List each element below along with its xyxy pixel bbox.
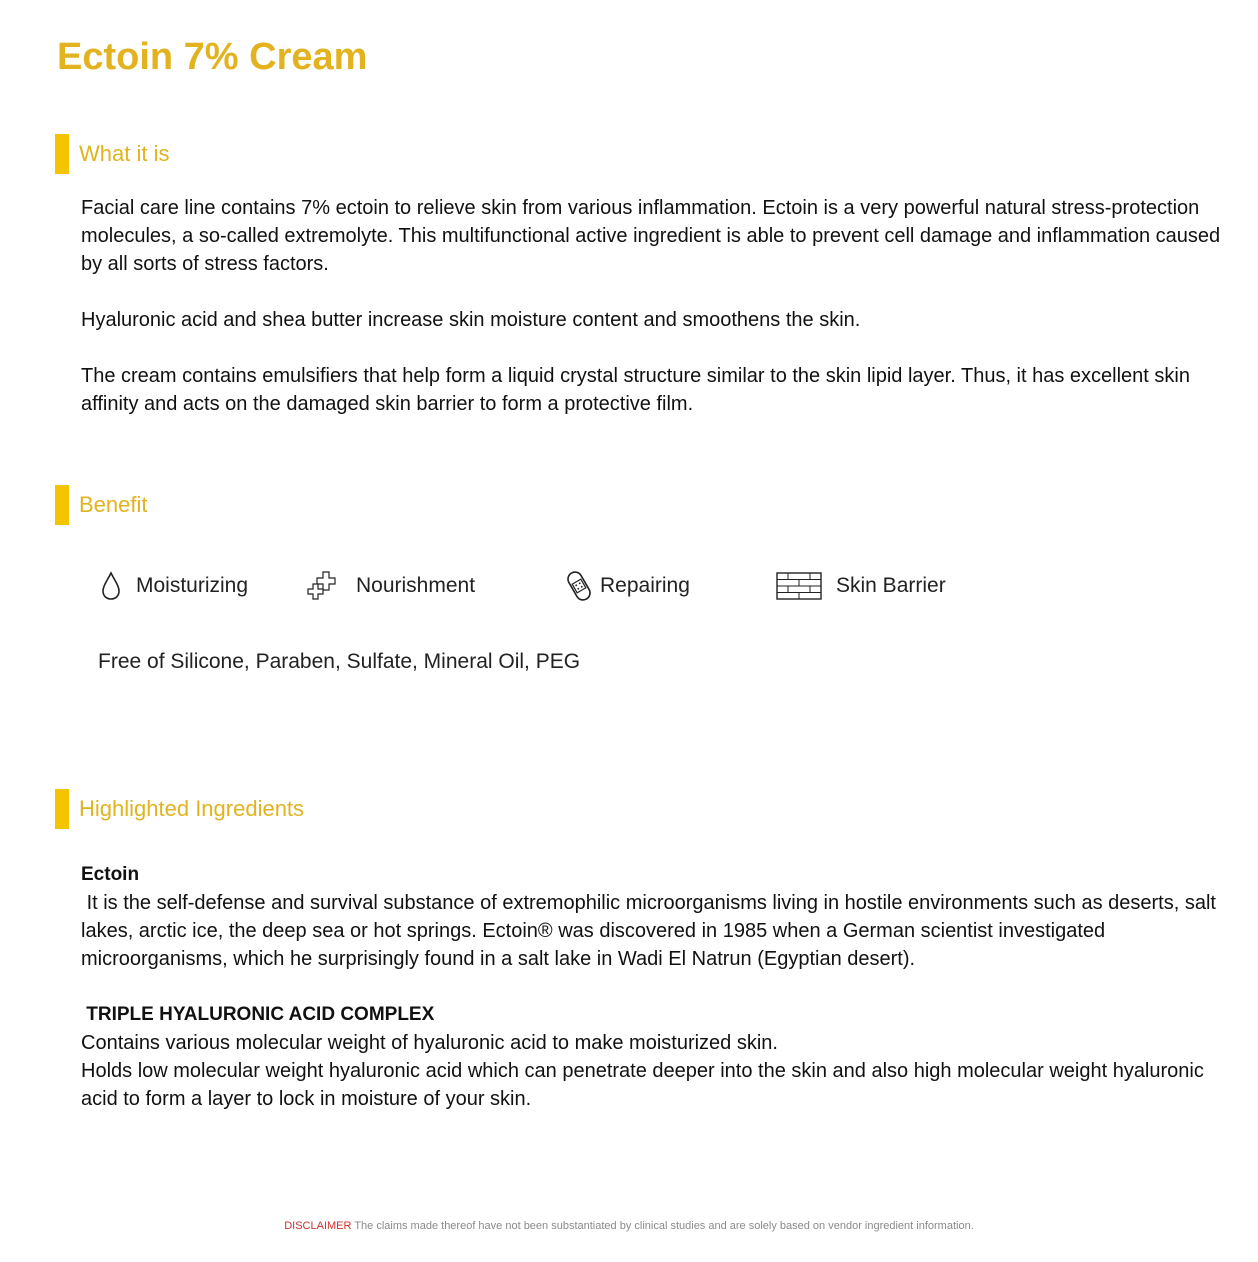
ingredient-description-line-1: Contains various molecular weight of hyaluronic acid to make moisturized skin. [81, 1032, 778, 1054]
section-accent-bar [55, 789, 69, 829]
page-title: Ectoin 7% Cream [57, 36, 368, 78]
benefit-moisturizing [100, 566, 248, 606]
water-drop-icon [100, 571, 122, 601]
section-header-ingredients [55, 789, 304, 829]
benefit-repairing [566, 566, 690, 606]
what-it-is-paragraph-3: The cream contains emulsifiers that help form a liquid crystal structure similar to the skin lipid layer. Thus, it has excellent skin affinity and acts on the damaged skin barrier to form a protective film. [81, 365, 1190, 415]
benefit-label: Moisturizing [136, 574, 249, 597]
ingredient-name-triple-hyaluronic: TRIPLE HYALURONIC ACID COMPLEX [81, 1004, 435, 1025]
disclaimer-label: DISCLAIMER [284, 1220, 352, 1232]
plus-crosses-icon [306, 569, 342, 603]
benefit-label: Repairing [600, 574, 690, 597]
section-accent-bar [55, 485, 69, 525]
benefit-skin-barrier [776, 566, 946, 606]
section-title: Highlighted Ingredients [79, 796, 305, 821]
ingredient-description-ectoin: It is the self-defense and survival substance of extremophilic microorganisms living in hostile environments such as deserts, salt lakes, arctic ice, the deep sea or hot springs. Ectoin® was discovered in 1985 when a German scientist investigated microorganisms, which he surprisingly found in a salt lake in Wadi El Natrun (Egyptian desert). [81, 892, 1222, 970]
what-it-is-paragraph-2: Hyaluronic acid and shea butter increase skin moisture content and smoothens the skin. [81, 309, 861, 331]
what-it-is-paragraph-1: Facial care line contains 7% ectoin to relieve skin from various inflammation. Ectoin is a very powerful natural stress-protection molecules, a so-called extremolyte. This multifunctional active ingredient is able to prevent cell damage and inflammation caused by all sorts of stress factors. [81, 197, 1221, 275]
bandage-icon [566, 569, 592, 603]
brick-wall-icon [776, 572, 822, 600]
section-header-benefit [55, 485, 148, 525]
section-title: What it is [79, 141, 170, 166]
section-accent-bar [55, 134, 69, 174]
section-title: Benefit [79, 492, 148, 517]
disclaimer-text: The claims made thereof have not been substantiated by clinical studies and are solely based on vendor ingredient information. [351, 1220, 974, 1232]
ingredient-name-ectoin: Ectoin [81, 864, 140, 885]
disclaimer [0, 1220, 1258, 1232]
benefit-label: Skin Barrier [836, 574, 946, 597]
benefit-nourishment [306, 566, 475, 606]
free-of-list: Free of Silicone, Paraben, Sulfate, Mineral Oil, PEG [98, 650, 581, 673]
ingredient-description-line-2: Holds low molecular weight hyaluronic acid which can penetrate deeper into the skin and also high molecular weight hyaluronic acid to form a layer to lock in moisture of your skin. [81, 1060, 1204, 1110]
section-header-what-it-is [55, 134, 169, 174]
benefit-label: Nourishment [356, 574, 476, 597]
